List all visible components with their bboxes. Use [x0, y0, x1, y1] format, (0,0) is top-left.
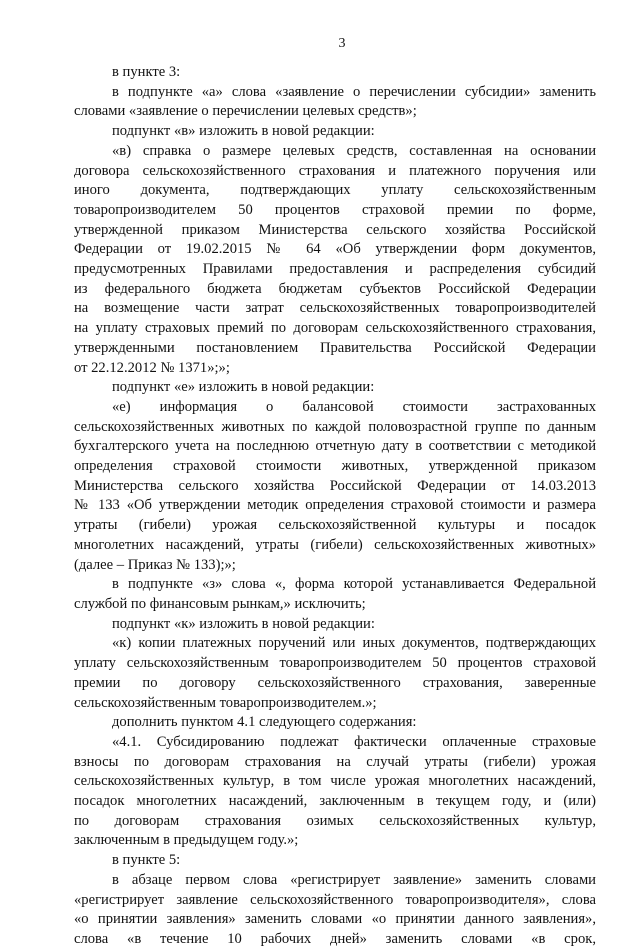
- text-line: предусмотренных Правилами предоставления и распределения субсидий: [74, 261, 596, 278]
- text-line: договора сельскохозяйственного страхования и платежного поручения или: [74, 162, 596, 179]
- text-line: «регистрирует заявление сельскохозяйственного товаропроизводителя», слова: [74, 891, 596, 908]
- page-number: 3: [338, 36, 346, 51]
- text-line: слова «в течение 10 рабочих дней» заменить словами «в срок,: [74, 930, 596, 947]
- text-line: определения страховой стоимости животных, утвержденной приказом: [74, 458, 596, 475]
- text-line: Федерации от 19.02.2015 № 64 «Об утверждении форм документов,: [74, 241, 596, 258]
- text-line: № 133 «Об утверждении методик определения страховой стоимости и размера: [74, 497, 596, 514]
- text-line: уплату сельскохозяйственным товаропроизводителем 50 процентов страховой: [74, 655, 596, 672]
- text-line: в пункте 3:: [112, 64, 181, 80]
- text-line: сельскохозяйственных культур, в том числе урожая многолетних насаждений,: [74, 773, 596, 790]
- text-line: на уплату страховых премий по договорам сельскохозяйственного страхования,: [74, 320, 596, 337]
- text-line: подпункт «в» изложить в новой редакции:: [112, 123, 375, 140]
- text-line: в абзаце первом слова «регистрирует заявление» заменить словами: [112, 871, 596, 888]
- text-line: многолетних насаждений, утраты (гибели) сельскохозяйственных животных»: [74, 536, 596, 553]
- text-line: на возмещение части затрат сельскохозяйственных товаропроизводителей: [74, 300, 596, 317]
- text-line: дополнить пунктом 4.1 следующего содержания:: [112, 714, 417, 731]
- text-line: из федерального бюджета бюджетам субъектов Российской Федерации: [74, 280, 596, 297]
- text-line: «е) информация о балансовой стоимости застрахованных: [112, 398, 596, 415]
- text-line: по договорам страхования озимых сельскохозяйственных культур,: [74, 812, 596, 829]
- text-line: премии по договору сельскохозяйственного страхования, заверенные: [74, 674, 596, 691]
- text-line: товаропроизводителем 50 процентов страховой премии по форме,: [74, 201, 596, 218]
- text-line: Министерства сельского хозяйства Российской Федерации от 14.03.2013: [74, 477, 596, 494]
- text-line: словами «заявление о перечислении целевых средств»;: [74, 103, 417, 120]
- text-line: (далее – Приказ № 133);»;: [74, 556, 236, 573]
- text-line: заключенным в предыдущем году.»;: [74, 832, 299, 849]
- text-line: «о принятии заявления» заменить словами «о принятии данного заявления»,: [74, 911, 596, 928]
- text-line: службой по финансовым рынкам,» исключить;: [74, 595, 366, 612]
- text-line: подпункт «е» изложить в новой редакции:: [112, 379, 375, 396]
- text-line: взносы по договорам страхования на случай утраты (гибели) урожая: [74, 753, 596, 770]
- text-line: «4.1. Субсидированию подлежат фактически оплаченные страховые: [112, 733, 596, 750]
- text-line: «к) копии платежных поручений или иных документов, подтверждающих: [112, 635, 596, 652]
- text-line: от 22.12.2012 № 1371»;»;: [74, 359, 230, 376]
- text-line: «в) справка о размере целевых средств, составленная на основании: [112, 142, 596, 159]
- text-line: сельскохозяйственным товаропроизводителем.»;: [74, 694, 377, 711]
- text-line: утвержденной приказом Министерства сельского хозяйства Российской: [74, 221, 596, 238]
- text-line: утраты (гибели) урожая сельскохозяйственной культуры и посадок: [74, 517, 596, 534]
- text-line: посадок многолетних насаждений, заключенным в текущем году, и (или): [74, 793, 596, 810]
- text-line: утвержденными постановлением Правительства Российской Федерации: [74, 339, 596, 356]
- text-line: бухгалтерского учета на последнюю отчетную дату в соответствии с методикой: [74, 438, 596, 455]
- text-line: подпункт «к» изложить в новой редакции:: [112, 615, 375, 632]
- text-line: в подпункте «з» слова «, форма которой устанавливается Федеральной: [112, 576, 596, 593]
- text-line: сельскохозяйственных животных по каждой половозрастной группе по данным: [74, 418, 596, 435]
- text-line: в пункте 5:: [112, 852, 181, 869]
- document-body: [74, 63, 596, 950]
- text-line: иного документа, подтверждающих уплату сельскохозяйственным: [74, 182, 596, 199]
- text-line: в подпункте «а» слова «заявление о перечислении субсидии» заменить: [112, 83, 596, 100]
